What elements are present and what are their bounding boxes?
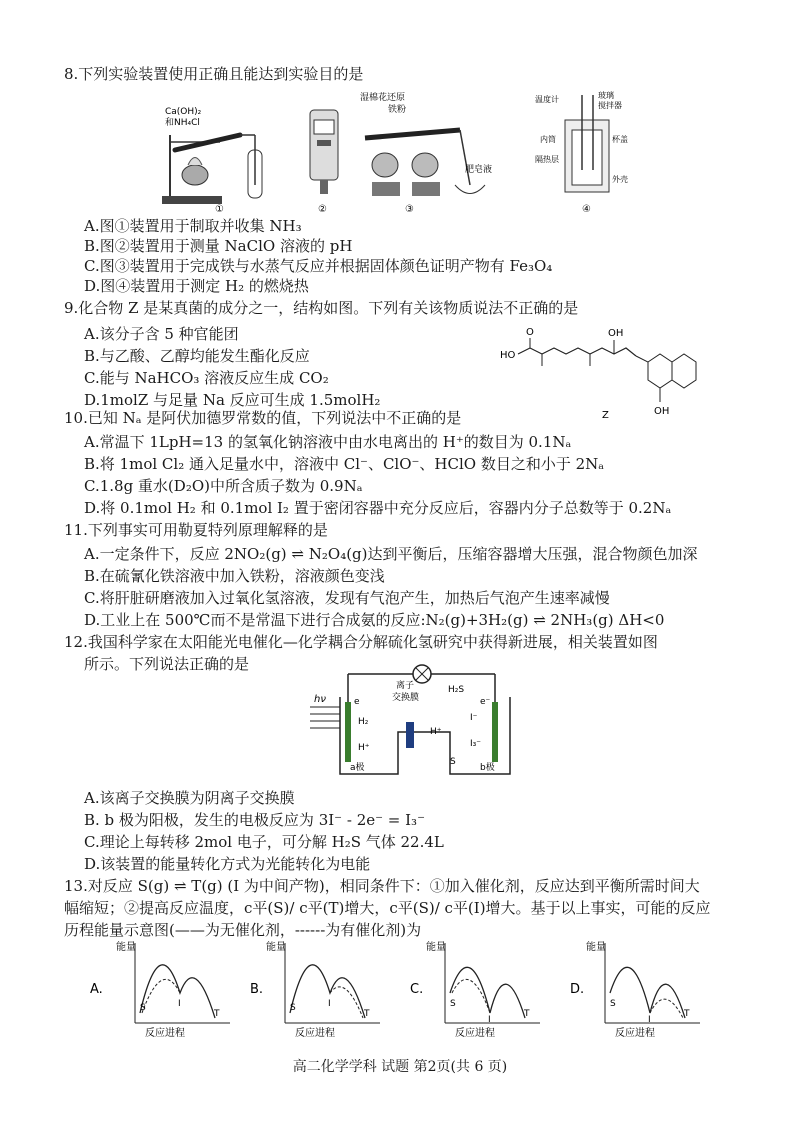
graph-c-label: C. — [410, 982, 424, 997]
label-iron-1: 湿棉花还原 — [360, 93, 406, 103]
graph-d-ylabel: 能量 — [586, 942, 606, 953]
graph-a-xlabel: 反应进程 — [145, 1028, 185, 1039]
cell-label-membrane-2: 交换膜 — [392, 693, 420, 703]
graph-b-i: I — [328, 999, 331, 1009]
q11-stem: 11.下列事实可用勒夏特列原理解释的是 — [64, 521, 328, 539]
q9-option-c: C.能与 NaHCO₃ 溶液反应生成 CO₂ — [84, 369, 329, 387]
apparatus-1 — [162, 107, 262, 215]
label-fig-1: ① — [215, 204, 224, 215]
q12-option-c: C.理论上每转移 2mol 电子，可分解 H₂S 气体 22.4L — [84, 833, 444, 851]
cell-label-hplus-left: H⁺ — [358, 743, 370, 753]
apparatus-3 — [360, 91, 492, 215]
q10-stem: 10.已知 Nₐ 是阿伏加德罗常数的值，下列说法中不正确的是 — [64, 409, 462, 427]
label-stirrer-2: 搅拌器 — [598, 101, 622, 110]
q9-option-b: B.与乙酸、乙醇均能发生酯化反应 — [84, 347, 310, 365]
cell-label-h2: H₂ — [358, 717, 369, 727]
q13-stem-line-2: 幅缩短；②提高反应温度，c平(S)/ c平(T)增大，c平(S)/ c平(I)增大。基于以上事实，可能的反应 — [64, 899, 711, 917]
graph-c-s: S — [450, 999, 456, 1009]
q11-option-a: A.一定条件下，反应 2NO₂(g) ⇌ N₂O₄(g)达到平衡后，压缩容器增大压强，混合物颜色加深 — [84, 545, 698, 563]
graph-a — [90, 940, 230, 1039]
q11-option-b: B.在硫氰化铁溶液中加入铁粉，溶液颜色变浅 — [84, 567, 385, 585]
graph-d-t: T — [684, 1009, 690, 1019]
cell-label-hplus-mid: H⁺ — [430, 727, 442, 737]
cell-label-h2s: H₂S — [448, 685, 465, 695]
graph-c-t: T — [524, 1009, 530, 1019]
struct-label-z: Z — [602, 410, 609, 421]
struct-label-o: O — [526, 327, 534, 338]
q8-stem: 8.下列实验装置使用正确且能达到实验目的是 — [64, 65, 364, 83]
q12-stem-line-2: 所示。下列说法正确的是 — [84, 655, 250, 673]
q8-option-d: D.图④装置用于测定 H₂ 的燃烧热 — [84, 277, 309, 295]
graph-c — [410, 940, 540, 1039]
cell-label-a-pole: a极 — [350, 763, 365, 773]
graph-c-xlabel: 反应进程 — [455, 1028, 495, 1039]
graph-b-s: S — [290, 1003, 296, 1013]
q8-option-b: B.图②装置用于测量 NaClO 溶液的 pH — [84, 237, 353, 255]
apparatus-2 — [310, 110, 338, 215]
q8-apparatus-figures — [160, 90, 640, 215]
apparatus-4 — [535, 90, 628, 215]
graph-d-label: D. — [570, 982, 585, 997]
q10-option-d: D.将 0.1mol H₂ 和 0.1mol I₂ 置于密闭容器中充分反应后，容器内分子总数等于 0.2Nₐ — [84, 499, 672, 517]
label-reagent-1: Ca(OH)₂ — [165, 107, 202, 117]
q12-option-d: D.该装置的能量转化方式为光能转化为电能 — [84, 855, 371, 873]
graph-b-ylabel: 能量 — [266, 942, 286, 953]
graph-b-xlabel: 反应进程 — [295, 1028, 335, 1039]
q12-electrolysis-cell — [300, 662, 530, 782]
page-footer: 高二化学学科 试题 第2页(共 6 页) — [292, 1059, 508, 1075]
label-fig-2: ② — [318, 204, 327, 215]
label-thermometer: 温度计 — [535, 95, 559, 104]
q13-stem-line-3: 历程能量示意图(——为无催化剂，------为有催化剂)为 — [64, 921, 422, 939]
label-lid: 杯盖 — [612, 135, 628, 144]
q13-energy-diagrams — [80, 938, 760, 1048]
cell-label-i3: I₃⁻ — [470, 739, 482, 749]
graph-d-xlabel: 反应进程 — [615, 1028, 655, 1039]
label-inner: 内筒 — [540, 135, 556, 144]
q9-option-a: A.该分子含 5 种官能团 — [84, 325, 239, 343]
label-iron-2: 铁粉 — [388, 105, 407, 115]
graph-a-i: I — [178, 999, 181, 1009]
graph-d-s: S — [610, 999, 616, 1009]
q11-option-d: D.工业上在 500℃而不是常温下进行合成氨的反应:N₂(g)+3H₂(g) ⇌ 2NH₃(g) ΔH<0 — [84, 611, 665, 629]
q8-option-c: C.图③装置用于完成铁与水蒸气反应并根据固体颜色证明产物有 Fe₃O₄ — [84, 257, 553, 275]
cell-label-hv: hν — [314, 694, 326, 705]
cell-label-e-left: e — [354, 697, 360, 707]
cell-label-b-pole: b极 — [480, 763, 495, 773]
graph-c-ylabel: 能量 — [426, 942, 446, 953]
graph-b-label: B. — [250, 982, 264, 997]
struct-label-ho: HO — [500, 350, 516, 361]
struct-label-oh-top: OH — [608, 328, 624, 339]
graph-b-t: T — [364, 1009, 370, 1019]
q10-option-c: C.1.8g 重水(D₂O)中所含质子数为 0.9Nₐ — [84, 477, 363, 495]
label-fig-4: ④ — [582, 204, 591, 215]
cell-label-e-right: e⁻ — [480, 697, 491, 707]
label-fig-3: ③ — [405, 204, 414, 215]
graph-c-i: I — [488, 1015, 491, 1025]
graph-b — [250, 940, 380, 1039]
cell-label-membrane-1: 离子 — [396, 681, 415, 691]
graph-d-i: I — [648, 1015, 651, 1025]
q12-option-a: A.该离子交换膜为阴离子交换膜 — [84, 789, 295, 807]
graph-a-ylabel: 能量 — [116, 942, 136, 953]
q10-option-a: A.常温下 1LpH=13 的氢氧化钠溶液中由水电离出的 H⁺的数目为 0.1Nₐ — [84, 433, 572, 451]
struct-label-oh-bottom: OH — [654, 406, 670, 417]
label-shell: 外壳 — [612, 175, 628, 184]
q8-option-a: A.图①装置用于制取并收集 NH₃ — [84, 217, 302, 235]
label-reagent-2: 和NH₄Cl — [165, 118, 200, 128]
graph-d — [570, 940, 700, 1039]
cell-label-i-minus: I⁻ — [470, 713, 478, 723]
label-stirrer-1: 玻璃 — [598, 91, 614, 100]
q12-stem-line-1: 12.我国科学家在太阳能光电催化—化学耦合分解硫化氢研究中获得新进展，相关装置如图 — [64, 633, 658, 651]
q13-stem-line-1: 13.对反应 S(g) ⇌ T(g) (I 为中间产物)，相同条件下：①加入催化剂，反应达到平衡所需时间大 — [64, 877, 700, 895]
graph-a-t: T — [214, 1009, 220, 1019]
q12-option-b: B. b 极为阳极，发生的电极反应为 3I⁻ - 2e⁻ = I₃⁻ — [84, 811, 425, 829]
q11-option-c: C.将肝脏研磨液加入过氧化氢溶液，发现有气泡产生，加热后气泡产生速率减慢 — [84, 589, 610, 607]
label-soap: 肥皂液 — [465, 165, 493, 175]
q9-stem: 9.化合物 Z 是某真菌的成分之一，结构如图。下列有关该物质说法不正确的是 — [64, 299, 579, 317]
graph-a-label: A. — [90, 982, 103, 997]
cell-label-s: S — [450, 757, 456, 767]
q9-structure-z — [500, 318, 700, 423]
graph-a-s: S — [140, 1003, 146, 1013]
label-insul: 隔热层 — [535, 155, 559, 164]
q10-option-b: B.将 1mol Cl₂ 通入足量水中，溶液中 Cl⁻、ClO⁻、HClO 数目之和小于 2Nₐ — [84, 455, 605, 473]
q9-option-d: D.1molZ 与足量 Na 反应可生成 1.5molH₂ — [84, 391, 381, 409]
